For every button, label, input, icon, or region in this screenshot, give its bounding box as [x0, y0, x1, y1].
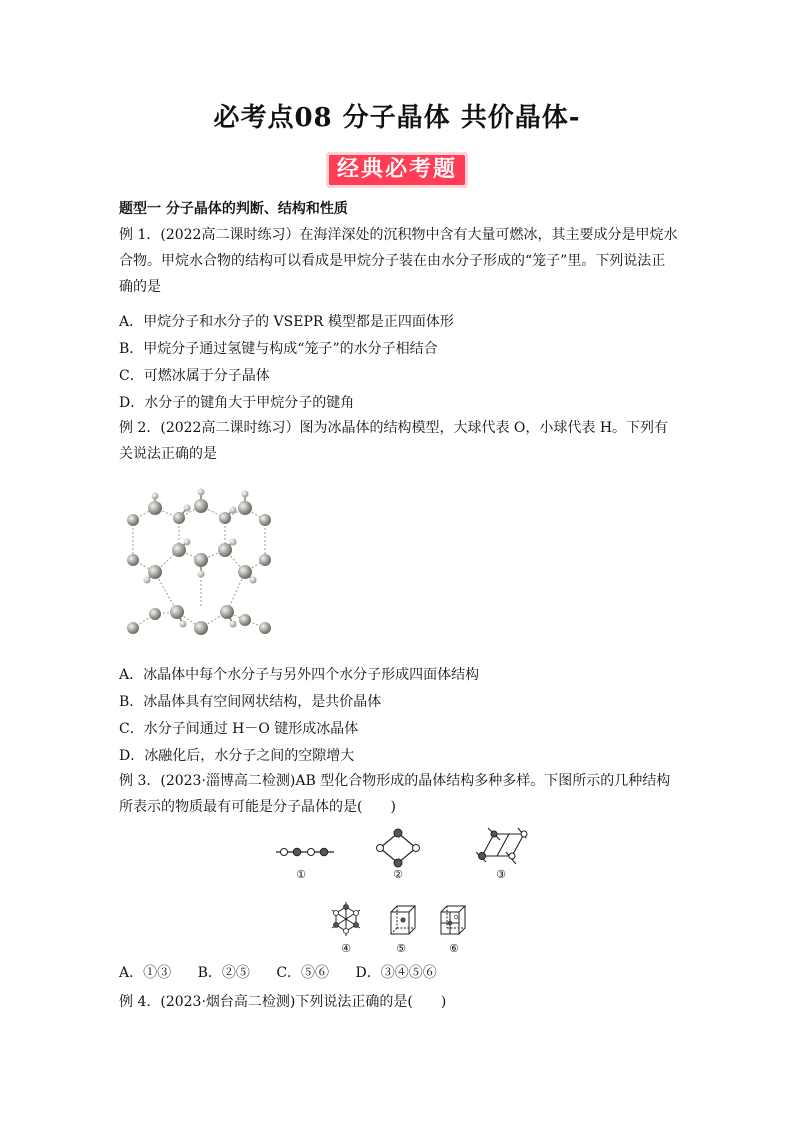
example-3-answer-d: D．③④⑤⑥	[355, 965, 437, 981]
example-2-option-c: C．水分子间通过 H－O 键形成冰晶体	[119, 721, 359, 737]
structure-5-figure	[388, 902, 418, 938]
structure-6-figure	[438, 902, 470, 938]
example-1-option-c: C．可燃冰属于分子晶体	[119, 368, 270, 384]
ice-crystal-figure	[117, 478, 277, 653]
example-3-answer-a: A．①③	[119, 965, 172, 981]
classic-badge: 经典必考题	[326, 152, 468, 188]
example-2-option-a: A．冰晶体中每个水分子与另外四个水分子形成四面体结构	[119, 667, 480, 683]
example-1-option-a: A．甲烷分子和水分子的 VSEPR 模型都是正四面体形	[119, 314, 454, 330]
structure-4-figure	[326, 898, 366, 940]
example-4-stem: 例 4．(2023·烟台高二检测)下列说法正确的是( )	[119, 994, 447, 1010]
example-3-answer-b: B．②⑤	[197, 965, 250, 981]
example-3-answers	[119, 962, 459, 982]
structure-2-figure	[376, 828, 420, 868]
example-2-option-b: B．冰晶体具有空间网状结构，是共价晶体	[119, 694, 382, 710]
example-1-option-d: D．水分子的键角大于甲烷分子的键角	[119, 395, 355, 411]
structure-3-label: ③	[496, 868, 506, 881]
example-3-stem: 例 3．(2023·淄博高二检测)AB 型化合物形成的晶体结构多种多样。下图所示的几种结构所表示的物质最有可能是分子晶体的是( )	[119, 773, 671, 815]
page-title: 必考点08 分子晶体 共价晶体-	[213, 103, 581, 133]
structure-6-label: ⑥	[449, 942, 459, 955]
structure-4-label: ④	[341, 942, 351, 955]
example-3-answer-c: C．⑤⑥	[276, 965, 330, 981]
example-1-stem: 例 1．(2022高二课时练习）在海洋深处的沉积物中含有大量可燃冰，其主要成分是甲烷水合物。甲烷水合物的结构可以看成是甲烷分子装在由水分子形成的“笼子”里。下列说法正确的是	[119, 227, 678, 295]
structure-5-label: ⑤	[396, 942, 406, 955]
structure-1-figure	[274, 840, 336, 864]
example-1-option-b: B．甲烷分子通过氢键与构成“笼子”的水分子相结合	[119, 341, 438, 357]
structure-2-label: ②	[393, 868, 403, 881]
structure-1-label: ①	[296, 868, 306, 881]
section-heading: 题型一 分子晶体的判断、结构和性质	[119, 201, 348, 217]
example-2-stem: 例 2．(2022高二课时练习）图为冰晶体的结构模型，大球代表 O，小球代表 H。下列有关说法正确的是	[119, 420, 669, 462]
structure-3-figure	[474, 826, 530, 870]
example-2-option-d: D．冰融化后，水分子之间的空隙增大	[119, 748, 355, 764]
